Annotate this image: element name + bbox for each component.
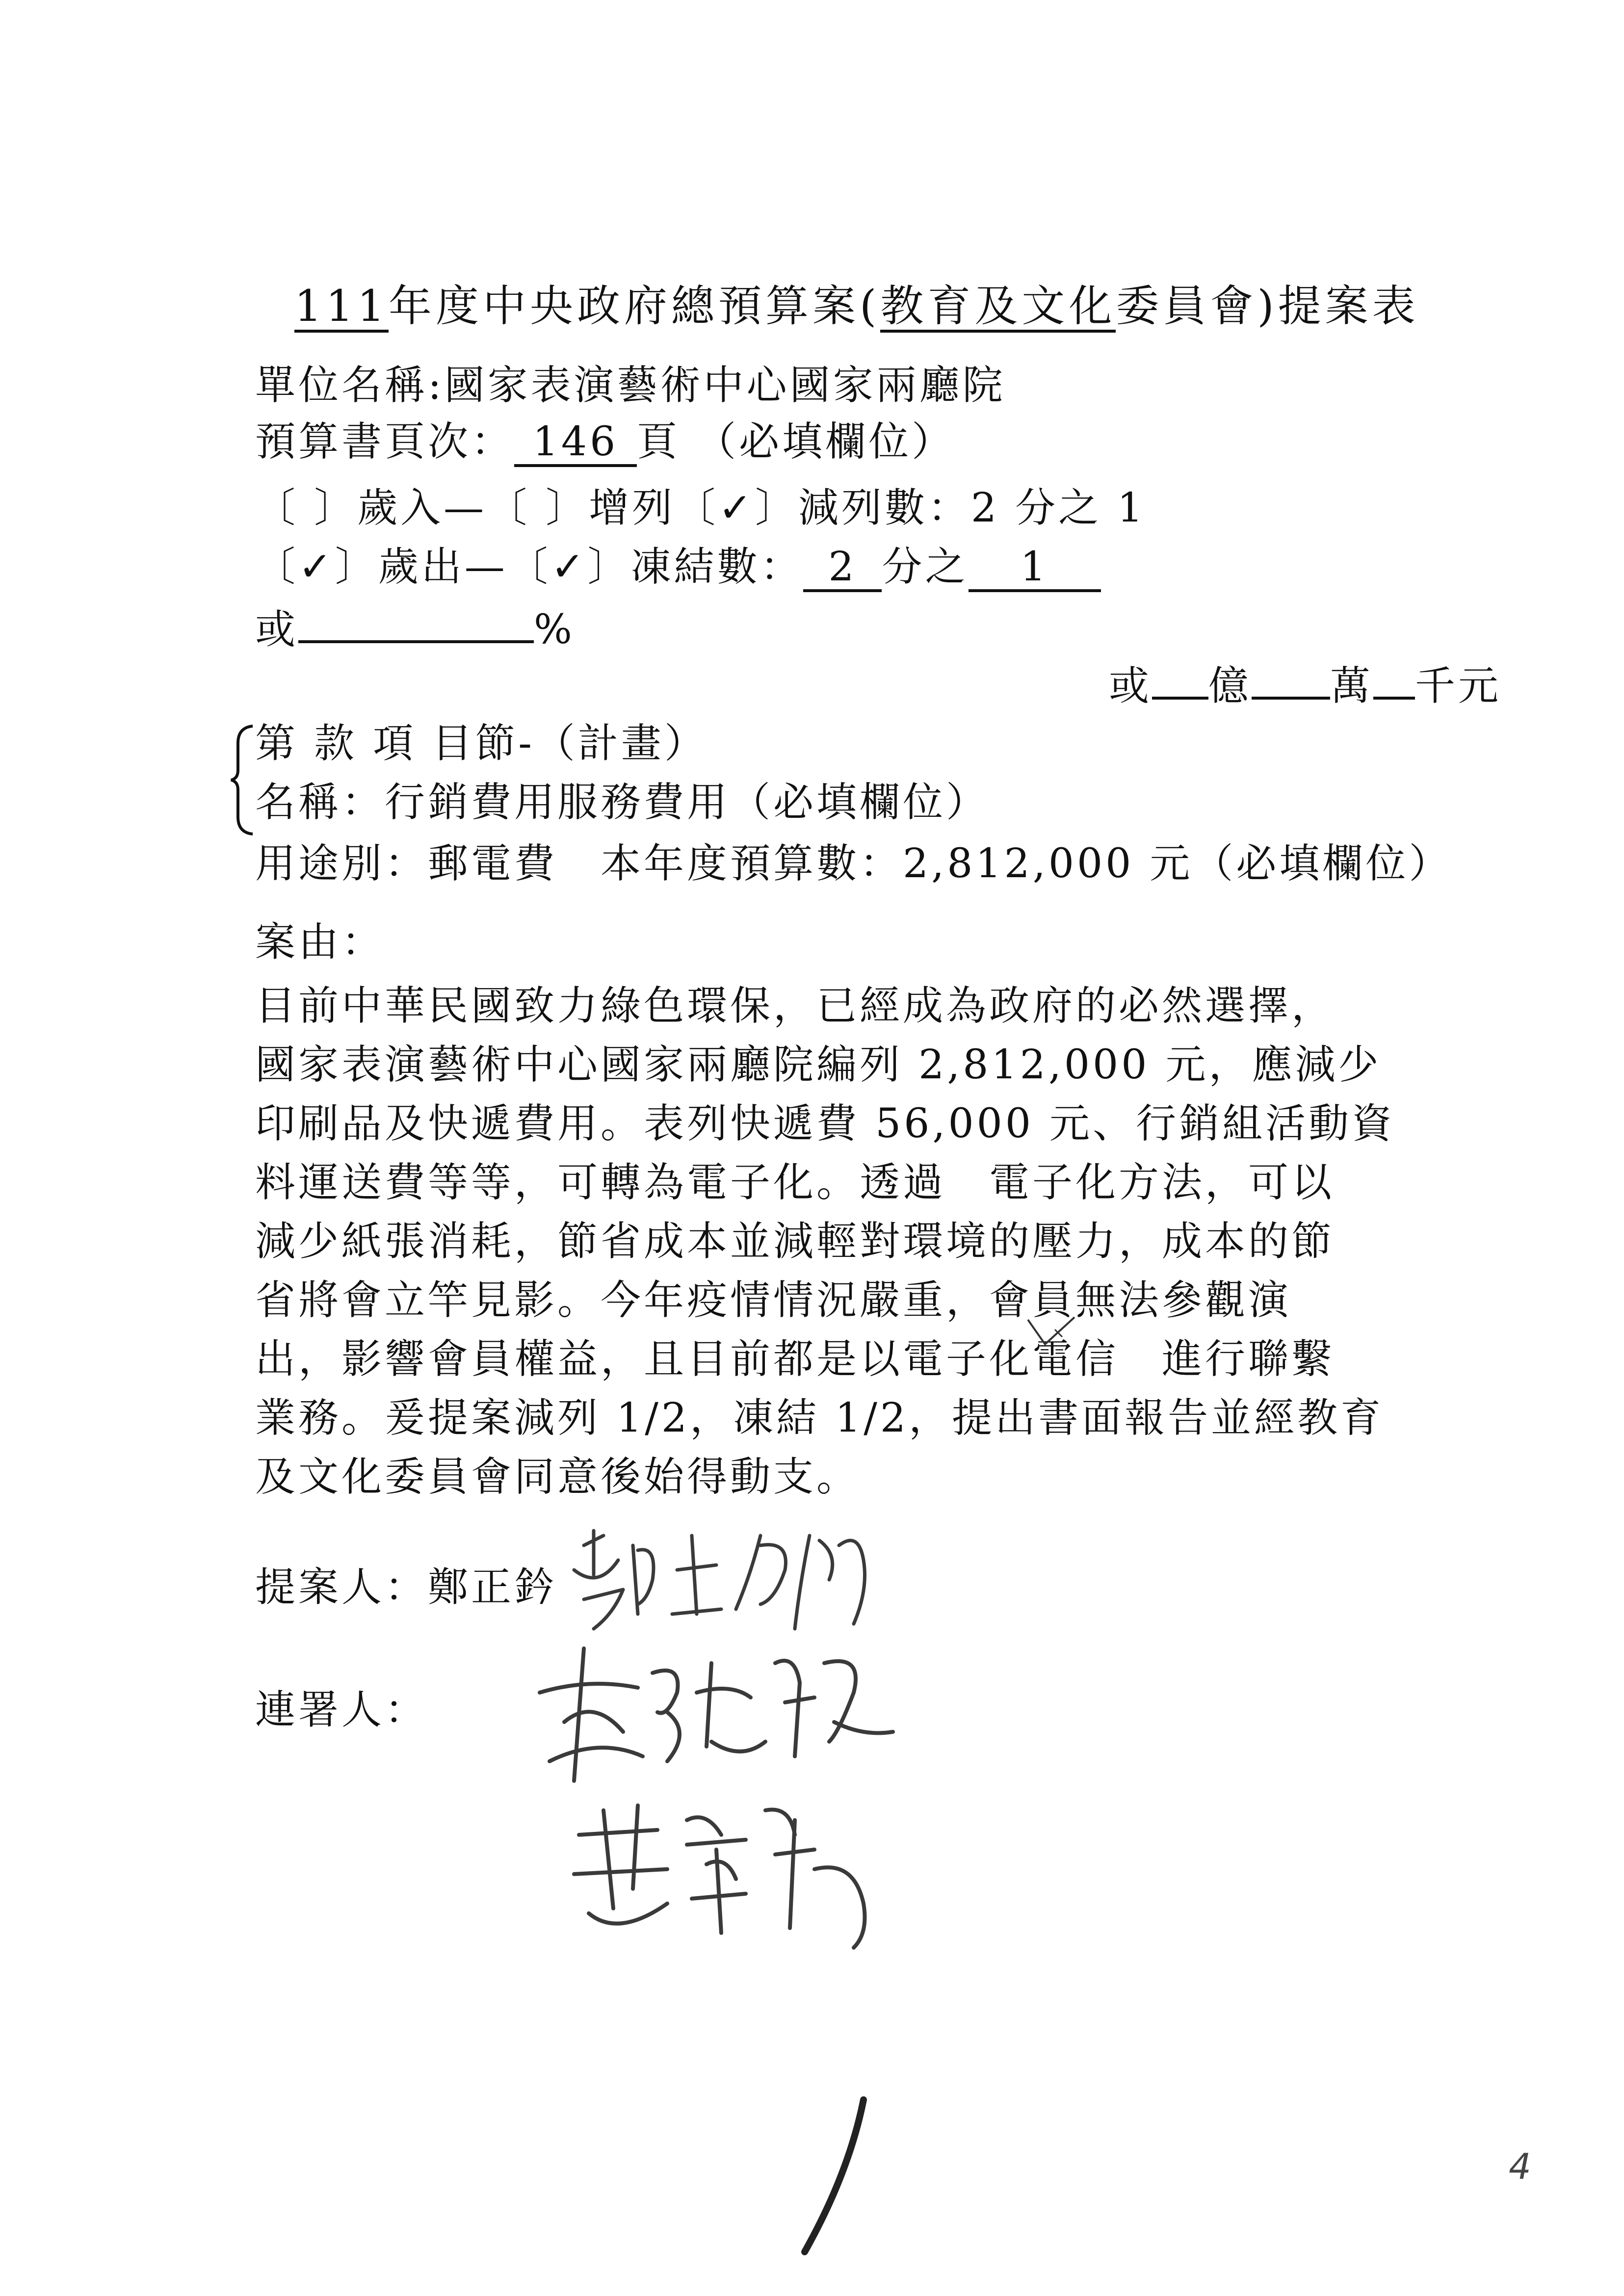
or-percent-prefix: 或 (255, 606, 299, 653)
title-committee-suffix: 委員會)提案表 (1116, 281, 1419, 331)
qian-blank (1373, 662, 1415, 700)
usage-line: 用途別：郵電費 本年度預算數：2,812,000 元（必填欄位） (255, 840, 1452, 887)
budget-page-suffix: 頁 （必填欄位） (637, 418, 955, 465)
percent-blank (298, 606, 534, 643)
reason-line: 及文化委員會同意後始得動支。 (255, 1454, 860, 1500)
reason-line: 省將會立竿見影。今年疫情情況嚴重，會員無法參觀演 (255, 1277, 1292, 1324)
expense-mid: 〕歲出—〔 (335, 544, 551, 590)
proposer-signature (564, 1516, 898, 1644)
freeze-fraction-word: 分之 (882, 544, 969, 590)
left-brace-icon (228, 724, 258, 836)
unit-name-label: 單位名稱: (255, 362, 445, 409)
reason-line: 印刷品及快遞費用。表列快遞費 56,000 元、行銷組活動資 (255, 1100, 1395, 1147)
or-percent-line (255, 606, 575, 653)
expense-open-bracket: 〔 (255, 544, 299, 590)
pen-stroke-mark (795, 2095, 873, 2257)
cosigner-signature (559, 1791, 893, 1953)
reason-line: 料運送費等等，可轉為電子化。透過 電子化方法，可以 (255, 1159, 1335, 1206)
reason-line: 減少紙張消耗，節省成本並減輕對環境的壓力，成本的節 (255, 1218, 1335, 1265)
page-number: 4 (1509, 2146, 1534, 2187)
freeze-label: 〕凍結數： (587, 544, 804, 590)
check-mark-icon: ✓ (550, 544, 588, 590)
wan-blank (1252, 662, 1330, 700)
title-year-suffix: 年度中央政府總預算案( (388, 281, 881, 331)
form-title (294, 281, 1419, 333)
revenue-line (255, 485, 1146, 531)
qian-unit: 千元 (1415, 663, 1502, 709)
freeze-denominator: 1 (969, 547, 1101, 592)
proposer-line (255, 1564, 558, 1611)
expense-line (255, 544, 1101, 592)
check-mark-icon: ✓ (718, 485, 755, 531)
budget-page-line (255, 418, 955, 467)
name-line: 名稱：行銷費用服務費用（必填欄位） (255, 779, 990, 826)
item-line: 第 款 項 目節-（計畫） (255, 720, 707, 767)
check-mark-icon: ✓ (298, 544, 335, 590)
reason-line: 目前中華民國致力綠色環保，已經成為政府的必然選擇， (255, 983, 1335, 1029)
cosigner-label: 連署人： (255, 1687, 428, 1733)
budget-page-label: 預算書頁次： (255, 418, 515, 465)
proposer-name: 鄭正鈐 (428, 1564, 558, 1611)
wan-unit: 萬 (1330, 663, 1374, 709)
yi-blank (1152, 662, 1208, 700)
reason-line: 國家表演藝術中心國家兩廳院編列 2,812,000 元，應減少 (255, 1042, 1382, 1088)
proposer-label: 提案人： (255, 1564, 428, 1611)
yi-unit: 億 (1208, 663, 1252, 709)
or-percent-suffix: % (534, 606, 575, 653)
title-year: 111 (294, 285, 389, 333)
unit-name-value: 國家表演藝術中心國家兩廳院 (444, 362, 1006, 409)
freeze-numerator: 2 (803, 547, 882, 592)
amount-prefix: 或 (1109, 663, 1153, 709)
reason-line: 業務。爰提案減列 1/2，凍結 1/2，提出書面報告並經教育 (255, 1395, 1384, 1441)
revenue-text-before: 〔 〕歲入—〔 〕增列〔 (255, 485, 719, 531)
cosigner-signature (520, 1634, 913, 1796)
title-committee: 教育及文化 (880, 285, 1116, 333)
reason-line: 出，影響會員權益，且目前都是以電子化電信 進行聯繫 (255, 1336, 1335, 1383)
reason-label: 案由： (255, 919, 385, 965)
handwritten-tick-icon (1025, 1315, 1079, 1354)
revenue-text-after: 〕減列數：2 分之 1 (755, 485, 1146, 531)
unit-name-line (255, 362, 1006, 409)
budget-page-number: 146 (514, 422, 637, 467)
amount-line (1109, 662, 1502, 709)
